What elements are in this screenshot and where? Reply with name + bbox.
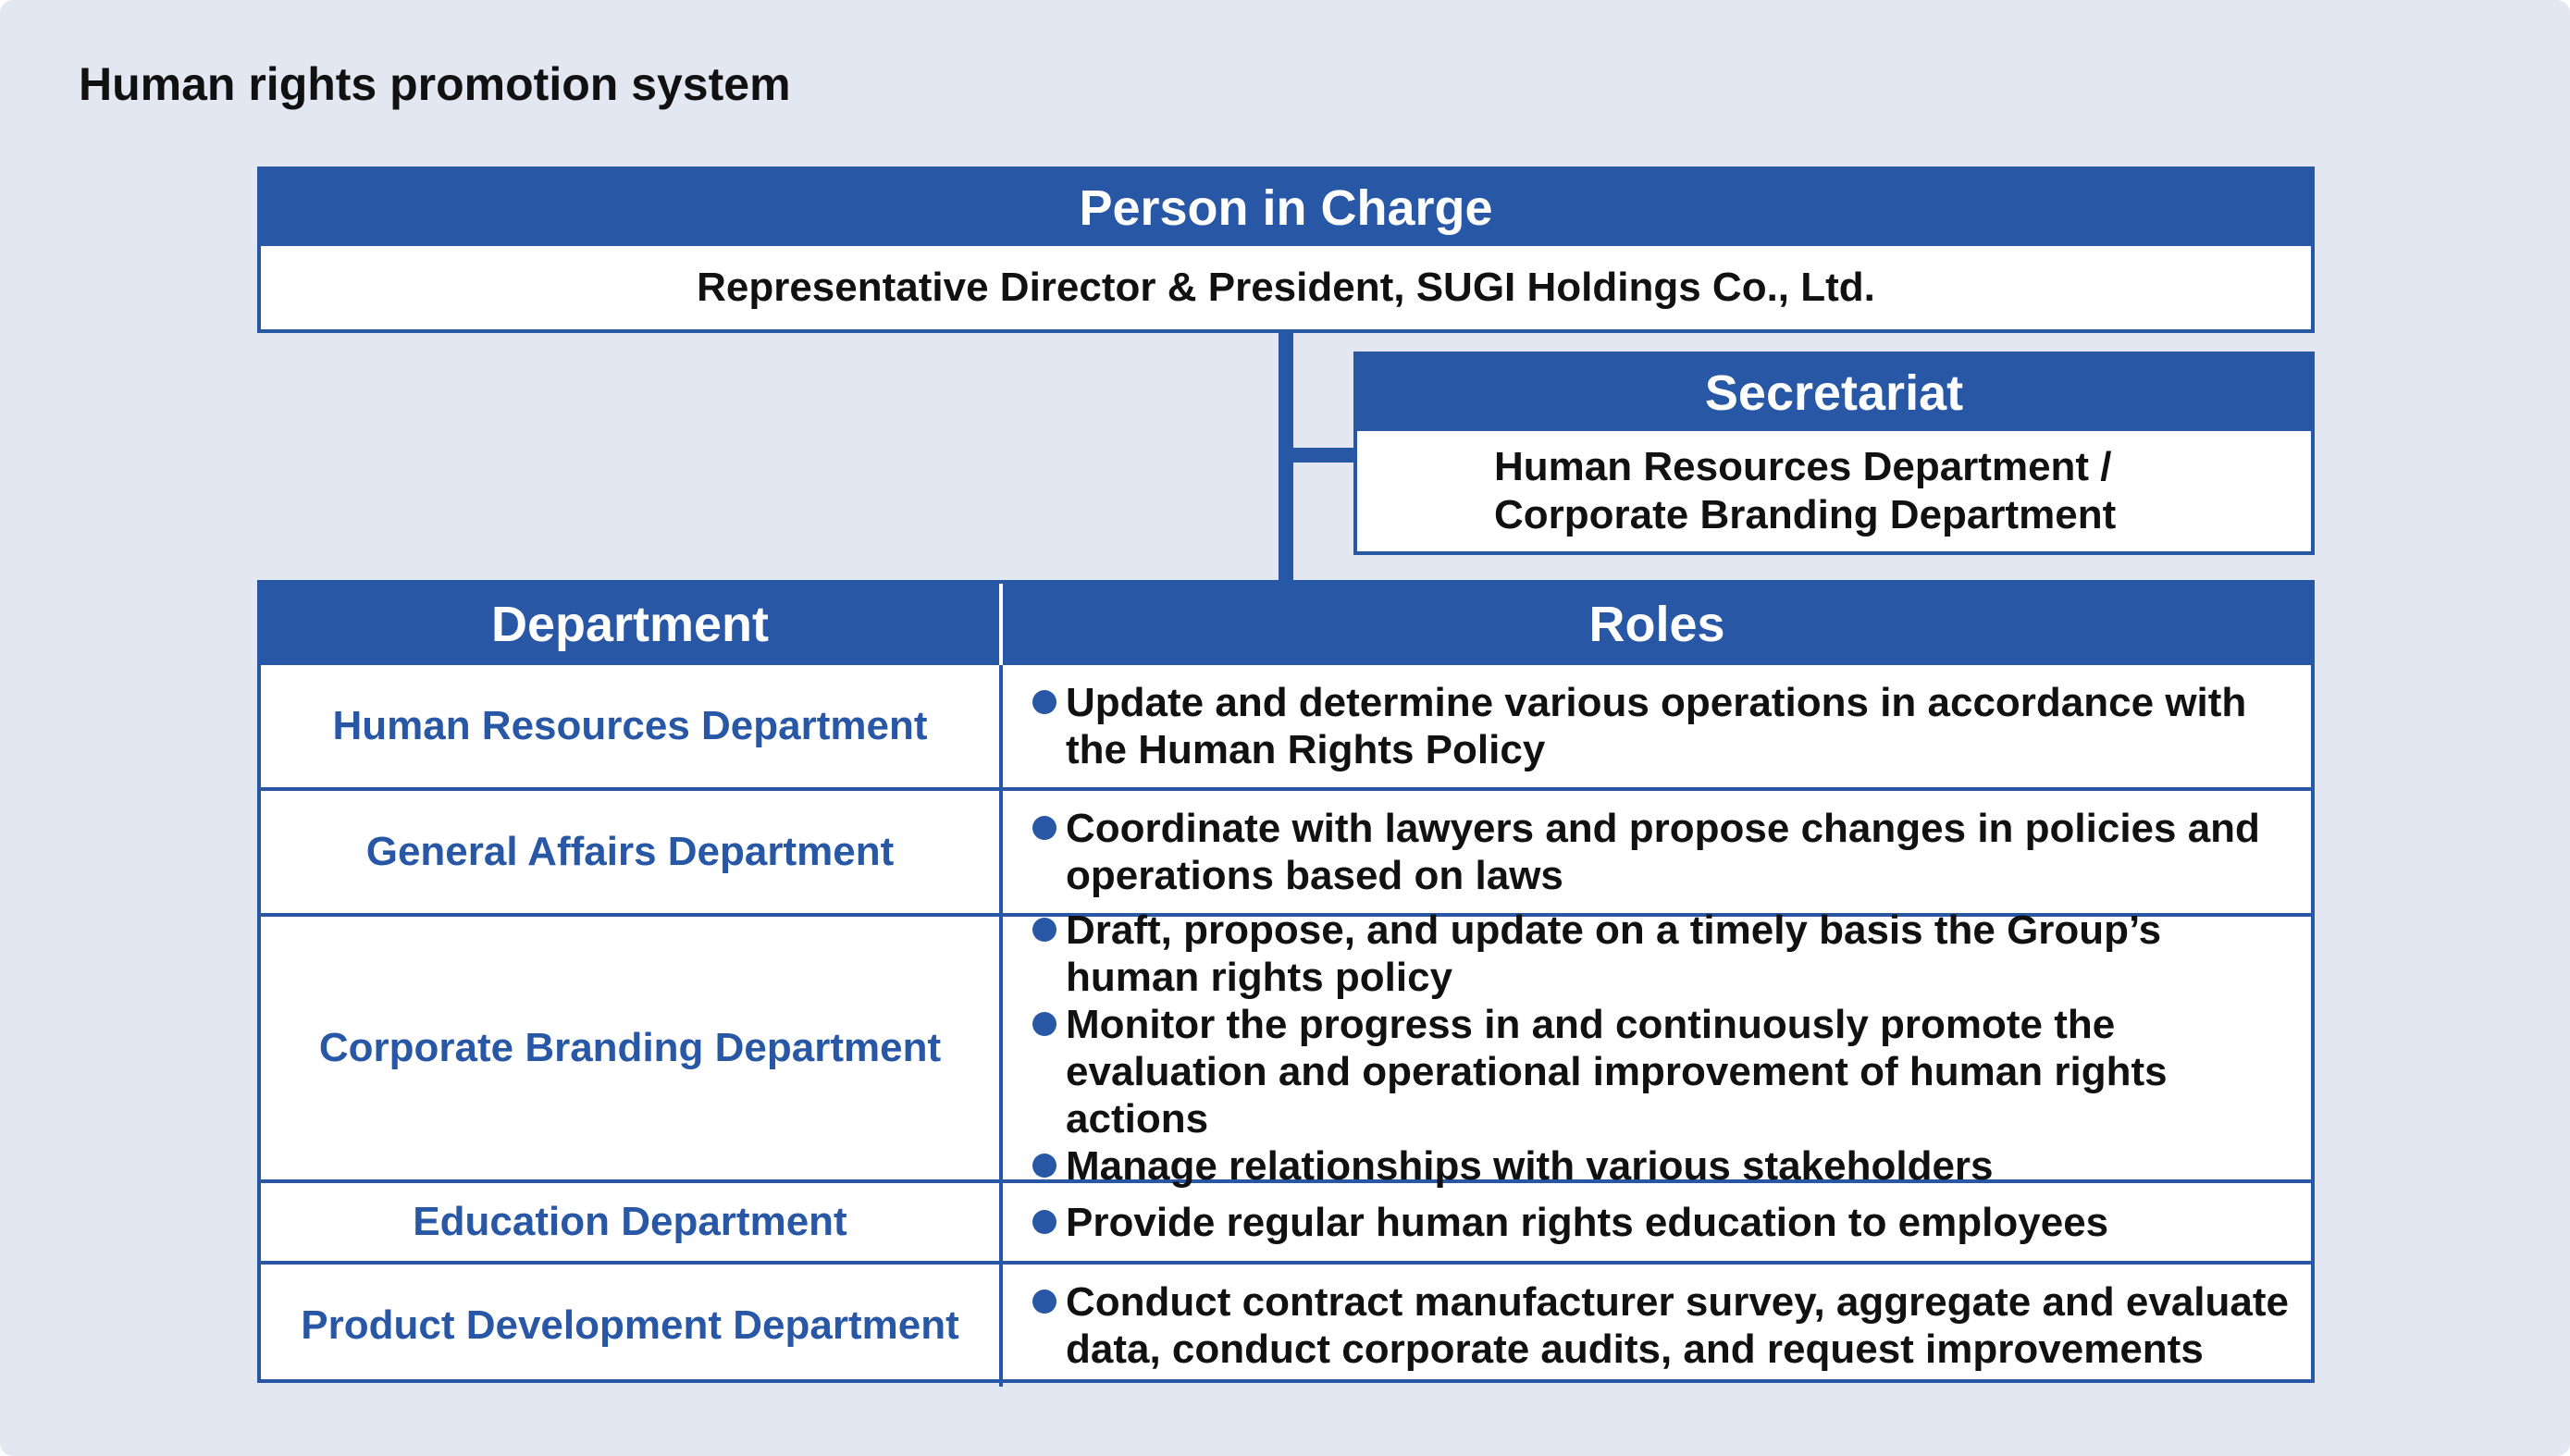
roles-cell bbox=[1003, 791, 2311, 913]
bullet-icon bbox=[1032, 1210, 1056, 1234]
secretariat-connector bbox=[1293, 448, 1354, 463]
bullet-icon bbox=[1032, 1012, 1056, 1036]
role-item bbox=[1032, 1278, 2296, 1373]
role-text: Provide regular human rights education to employees bbox=[1066, 1199, 2109, 1245]
roles-column-header: Roles bbox=[1588, 597, 1725, 652]
role-item bbox=[1032, 805, 2296, 899]
roles-cell bbox=[1003, 1265, 2311, 1387]
role-text: Update and determine various operations in accordance with the Human Rights Policy bbox=[1066, 680, 2247, 772]
department-name: Human Resources Department bbox=[261, 665, 1003, 787]
table-row bbox=[261, 1261, 2311, 1387]
role-text: Coordinate with lawyers and propose changes in policies and operations based on laws bbox=[1066, 806, 2260, 898]
secretariat-body bbox=[1357, 431, 2311, 551]
person-in-charge-box bbox=[257, 167, 2315, 333]
role-text: Monitor the progress in and continuously promote the evaluation and operational improvement of human rights actions bbox=[1066, 1002, 2168, 1141]
department-column-header: Department bbox=[261, 584, 1003, 665]
person-in-charge-value: Representative Director & President, SUGI Holdings Co., Ltd. bbox=[697, 265, 1875, 310]
bullet-icon bbox=[1032, 690, 1056, 714]
roles-cell bbox=[1003, 665, 2311, 787]
role-text: Manage relationships with various stakeholders bbox=[1066, 1143, 1994, 1189]
roles-cell bbox=[1003, 907, 2311, 1189]
secretariat-box bbox=[1353, 352, 2315, 555]
person-in-charge-header: Person in Charge bbox=[261, 170, 2311, 246]
secretariat-line-1: Human Resources Department / bbox=[1494, 444, 2112, 489]
department-name: Education Department bbox=[261, 1183, 1003, 1261]
role-item bbox=[1032, 1001, 2296, 1142]
bullet-icon bbox=[1032, 1289, 1056, 1314]
bullet-icon bbox=[1032, 918, 1056, 942]
department-roles-table bbox=[257, 580, 2315, 1383]
department-name: General Affairs Department bbox=[261, 791, 1003, 913]
department-name: Corporate Branding Department bbox=[261, 917, 1003, 1179]
table-header bbox=[261, 584, 2311, 665]
table-row bbox=[261, 907, 2311, 1189]
secretariat-header: Secretariat bbox=[1357, 355, 2311, 431]
role-text: Draft, propose, and update on a timely basis the Group’s human rights policy bbox=[1066, 907, 2162, 1000]
vertical-connector bbox=[1279, 333, 1293, 583]
department-name: Product Development Department bbox=[261, 1265, 1003, 1387]
table-row bbox=[261, 787, 2311, 913]
diagram-title: Human rights promotion system bbox=[79, 58, 791, 110]
bullet-icon bbox=[1032, 1154, 1056, 1178]
bullet-icon bbox=[1032, 816, 1056, 840]
role-item bbox=[1032, 679, 2296, 773]
secretariat-line-2: Corporate Branding Department bbox=[1494, 492, 2117, 537]
table-row bbox=[261, 665, 2311, 787]
role-item bbox=[1032, 907, 2296, 1001]
table-row bbox=[261, 1179, 2311, 1261]
roles-cell bbox=[1003, 1183, 2311, 1261]
role-item bbox=[1032, 1199, 2296, 1246]
role-text: Conduct contract manufacturer survey, aggregate and evaluate data, conduct corporate audits, and request improvements bbox=[1066, 1279, 2289, 1372]
